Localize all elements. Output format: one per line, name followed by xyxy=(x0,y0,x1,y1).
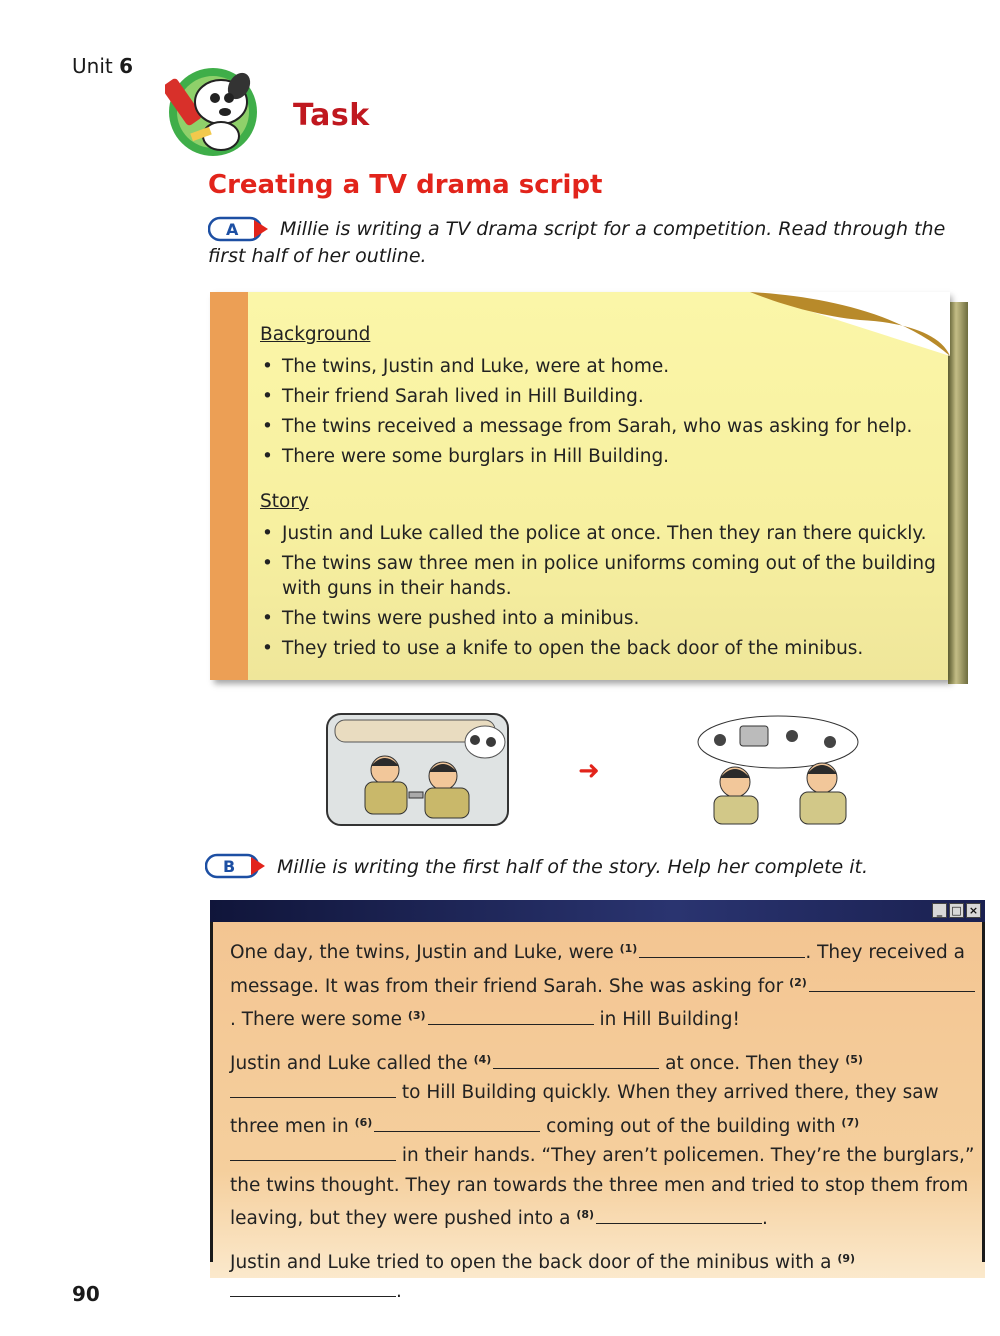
section-title: Creating a TV drama script xyxy=(208,170,603,200)
blank-number: (2) xyxy=(789,975,807,989)
story-window xyxy=(210,900,985,1302)
story-paragraph-3 xyxy=(230,1244,975,1307)
part-a-instruction: Millie is writing a TV drama script for a competition. Read through the first half of her outline. xyxy=(208,218,946,267)
arrow-right-icon: ➜ xyxy=(578,756,600,786)
story-text-span: in Hill Building! xyxy=(593,1009,740,1030)
answer-blank-7[interactable] xyxy=(230,1144,396,1161)
story-text-span: in their hands. “They aren’t policemen. They’re the burglars,” the twins thought. They ran towards the three men and tried to stop them from leaving, but they were pushed into a xyxy=(230,1145,975,1229)
window-title-bar xyxy=(210,900,985,922)
blank-number: (1) xyxy=(619,942,638,955)
outline-note xyxy=(210,292,970,687)
list-item: • Justin and Luke called the police at once. Then they ran there quickly. xyxy=(260,521,940,546)
story-text-span: One day, the twins, Justin and Luke, were xyxy=(230,942,620,963)
story-paragraph-2 xyxy=(230,1045,975,1234)
note-strip xyxy=(210,292,248,680)
story-text-span: coming out of the building with xyxy=(540,1115,842,1137)
answer-blank-2[interactable] xyxy=(809,975,975,992)
part-a-letter: A xyxy=(226,220,239,239)
blank-number: (9) xyxy=(837,1251,856,1265)
twins-in-minibus-illustration xyxy=(325,712,510,827)
list-item: • The twins received a message from Sarah, who was asking for help. xyxy=(260,414,940,439)
answer-blank-3[interactable] xyxy=(428,1008,594,1025)
list-item: • They tried to use a knife to open the back door of the minibus. xyxy=(260,636,940,661)
twins-escape-illustration xyxy=(680,712,870,827)
list-item: • The twins saw three men in police uniforms coming out of the building with guns in their hands. xyxy=(260,551,940,601)
answer-blank-1[interactable] xyxy=(639,941,805,958)
part-b-letter: B xyxy=(223,857,236,876)
story-text xyxy=(230,934,975,1317)
blank-number: (4) xyxy=(473,1052,492,1066)
unit-number: 6 xyxy=(119,54,133,78)
window-controls xyxy=(932,903,981,918)
unit-label xyxy=(72,54,133,78)
blank-number: (3) xyxy=(407,1009,426,1022)
page-number: 90 xyxy=(72,1282,100,1306)
list-item: • Their friend Sarah lived in Hill Building. xyxy=(260,384,940,409)
note-page-stack xyxy=(948,302,968,684)
window-edge-right xyxy=(982,922,985,1262)
story-text-span: at once. Then they xyxy=(659,1052,846,1074)
story-text-span: Justin and Luke tried to open the back door of the minibus with a xyxy=(230,1251,838,1273)
answer-blank-8[interactable] xyxy=(596,1207,762,1224)
blank-number: (5) xyxy=(845,1052,863,1066)
story-text-span: . There were some xyxy=(230,1009,408,1030)
outline-text xyxy=(260,322,940,681)
minimize-icon[interactable]: _ xyxy=(932,903,947,918)
answer-blank-6[interactable] xyxy=(374,1115,540,1132)
story-text-span: . xyxy=(762,1208,768,1229)
answer-blank-4[interactable] xyxy=(493,1052,659,1069)
blank-number: (6) xyxy=(354,1115,373,1129)
maximize-icon[interactable]: □ xyxy=(949,903,964,918)
answer-blank-5[interactable] xyxy=(230,1081,396,1098)
story-text-span: . xyxy=(396,1281,402,1302)
background-heading: Background xyxy=(260,324,371,345)
story-paragraph-1 xyxy=(230,934,975,1035)
list-item: • There were some burglars in Hill Building. xyxy=(260,444,940,469)
story-text-span: Justin and Luke called the xyxy=(230,1052,474,1074)
unit-word: Unit xyxy=(72,54,113,78)
story-heading: Story xyxy=(260,491,309,512)
part-b-marker xyxy=(205,853,267,879)
part-b-instruction: Millie is writing the first half of the story. Help her complete it. xyxy=(277,856,869,878)
background-list xyxy=(260,354,940,469)
story-list xyxy=(260,521,940,661)
list-item: • The twins were pushed into a minibus. xyxy=(260,606,940,631)
answer-blank-9[interactable] xyxy=(230,1280,396,1297)
blank-number: (8) xyxy=(576,1208,595,1221)
list-item: • The twins, Justin and Luke, were at home. xyxy=(260,354,940,379)
dog-mascot-icon xyxy=(165,60,265,160)
window-edge-left xyxy=(210,922,213,1262)
close-icon[interactable]: × xyxy=(966,903,981,918)
blank-number: (7) xyxy=(841,1115,860,1129)
task-title: Task xyxy=(293,98,370,133)
story-text-span: to Hill Building quickly. When they arrived there, they saw three men in xyxy=(230,1082,939,1137)
story-text-span: . They received a message. It was from their friend Sarah. She was asking for xyxy=(230,942,965,997)
